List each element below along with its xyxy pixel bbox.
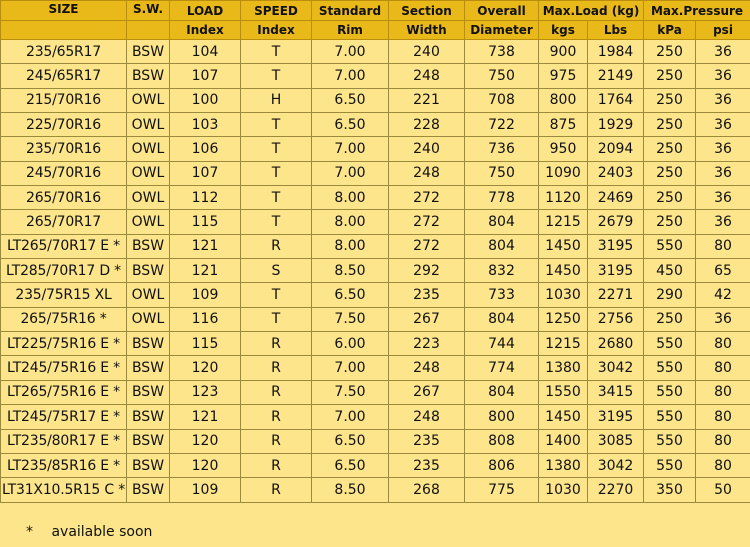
cell-pressure-kpa: 550 xyxy=(644,380,696,404)
cell-section-width: 267 xyxy=(389,380,465,404)
cell-load-lbs: 1929 xyxy=(588,113,644,137)
cell-size: 235/70R16 xyxy=(1,137,127,161)
cell-size: 265/70R16 xyxy=(1,186,127,210)
table-row xyxy=(1,380,750,404)
cell-load-kgs: 800 xyxy=(539,88,588,112)
cell-overall-diameter: 804 xyxy=(465,234,539,258)
table-row xyxy=(1,40,750,64)
cell-rim: 6.50 xyxy=(312,113,389,137)
cell-section-width: 268 xyxy=(389,478,465,502)
cell-size: LT225/75R16 E * xyxy=(1,332,127,356)
cell-section-width: 267 xyxy=(389,307,465,331)
cell-rim: 6.50 xyxy=(312,453,389,477)
cell-speed-index: T xyxy=(241,40,312,64)
cell-rim: 8.00 xyxy=(312,210,389,234)
cell-rim: 6.50 xyxy=(312,429,389,453)
cell-load-index: 109 xyxy=(170,478,241,502)
cell-speed-index: T xyxy=(241,210,312,234)
cell-load-lbs: 3042 xyxy=(588,356,644,380)
cell-load-lbs: 2403 xyxy=(588,161,644,185)
cell-size: 235/75R15 XL xyxy=(1,283,127,307)
cell-pressure-kpa: 250 xyxy=(644,88,696,112)
cell-rim: 6.50 xyxy=(312,283,389,307)
cell-section-width: 240 xyxy=(389,137,465,161)
cell-rim: 8.50 xyxy=(312,259,389,283)
header-speed-index-1: SPEED xyxy=(241,1,312,21)
cell-load-kgs: 950 xyxy=(539,137,588,161)
header-kgs: kgs xyxy=(539,21,588,40)
cell-section-width: 235 xyxy=(389,429,465,453)
cell-load-index: 123 xyxy=(170,380,241,404)
cell-rim: 7.00 xyxy=(312,161,389,185)
cell-load-kgs: 975 xyxy=(539,64,588,88)
cell-overall-diameter: 750 xyxy=(465,161,539,185)
cell-pressure-kpa: 550 xyxy=(644,356,696,380)
cell-speed-index: T xyxy=(241,113,312,137)
cell-overall-diameter: 744 xyxy=(465,332,539,356)
cell-load-kgs: 1250 xyxy=(539,307,588,331)
cell-pressure-psi: 36 xyxy=(696,88,750,112)
cell-section-width: 221 xyxy=(389,88,465,112)
cell-speed-index: T xyxy=(241,137,312,161)
cell-speed-index: T xyxy=(241,161,312,185)
cell-load-kgs: 1215 xyxy=(539,210,588,234)
cell-load-lbs: 2469 xyxy=(588,186,644,210)
header-load-index-2: Index xyxy=(170,21,241,40)
table-row xyxy=(1,332,750,356)
cell-overall-diameter: 736 xyxy=(465,137,539,161)
cell-size: LT235/85R16 E * xyxy=(1,453,127,477)
cell-sw: OWL xyxy=(127,210,170,234)
cell-overall-diameter: 800 xyxy=(465,405,539,429)
table-row xyxy=(1,356,750,380)
cell-speed-index: R xyxy=(241,478,312,502)
cell-load-lbs: 3195 xyxy=(588,234,644,258)
cell-overall-diameter: 804 xyxy=(465,210,539,234)
cell-speed-index: R xyxy=(241,356,312,380)
cell-load-kgs: 1380 xyxy=(539,356,588,380)
table-row xyxy=(1,405,750,429)
cell-load-index: 107 xyxy=(170,64,241,88)
cell-section-width: 248 xyxy=(389,405,465,429)
cell-speed-index: R xyxy=(241,332,312,356)
cell-load-lbs: 2756 xyxy=(588,307,644,331)
cell-sw: BSW xyxy=(127,453,170,477)
cell-load-index: 121 xyxy=(170,405,241,429)
cell-pressure-kpa: 250 xyxy=(644,64,696,88)
footnote-symbol: * xyxy=(26,524,33,540)
header-size: SIZE xyxy=(1,1,127,21)
cell-pressure-psi: 50 xyxy=(696,478,750,502)
cell-sw: BSW xyxy=(127,478,170,502)
cell-pressure-kpa: 250 xyxy=(644,186,696,210)
header-max-load: Max.Load (kg) xyxy=(539,1,644,21)
cell-overall-diameter: 804 xyxy=(465,307,539,331)
table-row xyxy=(1,210,750,234)
table-row xyxy=(1,453,750,477)
cell-section-width: 248 xyxy=(389,64,465,88)
table-row xyxy=(1,307,750,331)
cell-size: LT31X10.5R15 C * xyxy=(1,478,127,502)
cell-load-kgs: 1450 xyxy=(539,259,588,283)
cell-load-index: 104 xyxy=(170,40,241,64)
table-row xyxy=(1,234,750,258)
cell-speed-index: R xyxy=(241,405,312,429)
cell-size: 215/70R16 xyxy=(1,88,127,112)
cell-speed-index: T xyxy=(241,186,312,210)
cell-pressure-kpa: 350 xyxy=(644,478,696,502)
cell-section-width: 272 xyxy=(389,210,465,234)
cell-pressure-kpa: 290 xyxy=(644,283,696,307)
cell-load-lbs: 2679 xyxy=(588,210,644,234)
cell-pressure-kpa: 550 xyxy=(644,332,696,356)
cell-section-width: 240 xyxy=(389,40,465,64)
cell-load-index: 115 xyxy=(170,210,241,234)
header-rim-1: Standard xyxy=(312,1,389,21)
cell-overall-diameter: 804 xyxy=(465,380,539,404)
cell-sw: BSW xyxy=(127,40,170,64)
header-speed-index-2: Index xyxy=(241,21,312,40)
cell-sw: BSW xyxy=(127,259,170,283)
header-kpa: kPa xyxy=(644,21,696,40)
cell-load-kgs: 1215 xyxy=(539,332,588,356)
cell-load-lbs: 3042 xyxy=(588,453,644,477)
cell-load-index: 120 xyxy=(170,429,241,453)
cell-speed-index: S xyxy=(241,259,312,283)
cell-load-kgs: 1450 xyxy=(539,234,588,258)
cell-section-width: 272 xyxy=(389,234,465,258)
cell-load-kgs: 1030 xyxy=(539,283,588,307)
cell-load-kgs: 1380 xyxy=(539,453,588,477)
cell-size: LT265/75R16 E * xyxy=(1,380,127,404)
cell-load-kgs: 1550 xyxy=(539,380,588,404)
cell-load-kgs: 1450 xyxy=(539,405,588,429)
cell-size: LT245/75R17 E * xyxy=(1,405,127,429)
cell-pressure-psi: 80 xyxy=(696,429,750,453)
cell-size: 225/70R16 xyxy=(1,113,127,137)
cell-size: LT235/80R17 E * xyxy=(1,429,127,453)
cell-rim: 7.00 xyxy=(312,64,389,88)
header-max-pressure: Max.Pressure xyxy=(644,1,750,21)
cell-pressure-kpa: 250 xyxy=(644,113,696,137)
header-sw-blank xyxy=(127,21,170,40)
cell-pressure-psi: 36 xyxy=(696,161,750,185)
cell-size: 245/70R16 xyxy=(1,161,127,185)
cell-pressure-kpa: 250 xyxy=(644,40,696,64)
cell-load-index: 107 xyxy=(170,161,241,185)
cell-pressure-kpa: 550 xyxy=(644,234,696,258)
cell-rim: 7.00 xyxy=(312,356,389,380)
cell-pressure-psi: 65 xyxy=(696,259,750,283)
cell-load-lbs: 3085 xyxy=(588,429,644,453)
cell-sw: BSW xyxy=(127,332,170,356)
cell-sw: OWL xyxy=(127,186,170,210)
cell-section-width: 235 xyxy=(389,453,465,477)
cell-pressure-kpa: 550 xyxy=(644,405,696,429)
cell-speed-index: H xyxy=(241,88,312,112)
cell-speed-index: R xyxy=(241,453,312,477)
cell-rim: 8.00 xyxy=(312,234,389,258)
cell-rim: 7.00 xyxy=(312,137,389,161)
cell-load-kgs: 1090 xyxy=(539,161,588,185)
cell-load-kgs: 1120 xyxy=(539,186,588,210)
cell-sw: BSW xyxy=(127,429,170,453)
cell-speed-index: R xyxy=(241,234,312,258)
cell-size: LT265/70R17 E * xyxy=(1,234,127,258)
cell-overall-diameter: 774 xyxy=(465,356,539,380)
header-load-index-1: LOAD xyxy=(170,1,241,21)
cell-load-index: 112 xyxy=(170,186,241,210)
cell-load-kgs: 900 xyxy=(539,40,588,64)
cell-section-width: 235 xyxy=(389,283,465,307)
cell-size: 265/75R16 * xyxy=(1,307,127,331)
cell-size: LT245/75R16 E * xyxy=(1,356,127,380)
cell-speed-index: T xyxy=(241,283,312,307)
cell-load-lbs: 2680 xyxy=(588,332,644,356)
header-width-2: Width xyxy=(389,21,465,40)
cell-overall-diameter: 733 xyxy=(465,283,539,307)
cell-sw: OWL xyxy=(127,283,170,307)
header-size-blank xyxy=(1,21,127,40)
cell-sw: OWL xyxy=(127,161,170,185)
cell-overall-diameter: 806 xyxy=(465,453,539,477)
cell-pressure-kpa: 250 xyxy=(644,307,696,331)
cell-load-index: 121 xyxy=(170,234,241,258)
cell-sw: BSW xyxy=(127,64,170,88)
cell-pressure-psi: 36 xyxy=(696,307,750,331)
cell-overall-diameter: 750 xyxy=(465,64,539,88)
cell-speed-index: R xyxy=(241,429,312,453)
cell-rim: 8.00 xyxy=(312,186,389,210)
cell-sw: OWL xyxy=(127,88,170,112)
cell-load-lbs: 3415 xyxy=(588,380,644,404)
cell-pressure-psi: 80 xyxy=(696,332,750,356)
header-lbs: Lbs xyxy=(588,21,644,40)
cell-load-index: 106 xyxy=(170,137,241,161)
cell-load-index: 100 xyxy=(170,88,241,112)
cell-overall-diameter: 722 xyxy=(465,113,539,137)
cell-pressure-kpa: 450 xyxy=(644,259,696,283)
cell-load-kgs: 1030 xyxy=(539,478,588,502)
cell-pressure-kpa: 250 xyxy=(644,161,696,185)
cell-section-width: 228 xyxy=(389,113,465,137)
cell-rim: 6.50 xyxy=(312,88,389,112)
cell-overall-diameter: 778 xyxy=(465,186,539,210)
cell-rim: 7.00 xyxy=(312,405,389,429)
footnote-text: available soon xyxy=(51,524,153,540)
cell-load-lbs: 2149 xyxy=(588,64,644,88)
header-psi: psi xyxy=(696,21,750,40)
cell-pressure-psi: 36 xyxy=(696,137,750,161)
table-row xyxy=(1,186,750,210)
cell-sw: BSW xyxy=(127,405,170,429)
cell-pressure-kpa: 250 xyxy=(644,210,696,234)
table-header xyxy=(1,1,750,40)
cell-pressure-psi: 36 xyxy=(696,210,750,234)
table-row xyxy=(1,137,750,161)
cell-sw: BSW xyxy=(127,234,170,258)
cell-speed-index: T xyxy=(241,64,312,88)
header-width-1: Section xyxy=(389,1,465,21)
cell-rim: 7.00 xyxy=(312,40,389,64)
cell-sw: OWL xyxy=(127,307,170,331)
cell-load-index: 121 xyxy=(170,259,241,283)
table-row xyxy=(1,113,750,137)
cell-section-width: 223 xyxy=(389,332,465,356)
cell-overall-diameter: 708 xyxy=(465,88,539,112)
cell-pressure-psi: 36 xyxy=(696,113,750,137)
cell-overall-diameter: 832 xyxy=(465,259,539,283)
header-diameter-1: Overall xyxy=(465,1,539,21)
cell-overall-diameter: 775 xyxy=(465,478,539,502)
table-row xyxy=(1,478,750,502)
cell-pressure-psi: 80 xyxy=(696,380,750,404)
cell-pressure-kpa: 550 xyxy=(644,453,696,477)
header-diameter-2: Diameter xyxy=(465,21,539,40)
cell-section-width: 292 xyxy=(389,259,465,283)
cell-overall-diameter: 808 xyxy=(465,429,539,453)
header-sw: S.W. xyxy=(127,1,170,21)
cell-load-lbs: 1764 xyxy=(588,88,644,112)
cell-load-lbs: 3195 xyxy=(588,259,644,283)
cell-load-index: 109 xyxy=(170,283,241,307)
cell-section-width: 248 xyxy=(389,161,465,185)
cell-section-width: 248 xyxy=(389,356,465,380)
cell-load-lbs: 1984 xyxy=(588,40,644,64)
cell-sw: OWL xyxy=(127,113,170,137)
cell-sw: BSW xyxy=(127,380,170,404)
table-row xyxy=(1,88,750,112)
table-row xyxy=(1,161,750,185)
cell-load-lbs: 2270 xyxy=(588,478,644,502)
cell-pressure-psi: 80 xyxy=(696,234,750,258)
table-row xyxy=(1,259,750,283)
cell-load-index: 115 xyxy=(170,332,241,356)
cell-size: 235/65R17 xyxy=(1,40,127,64)
cell-rim: 7.50 xyxy=(312,380,389,404)
cell-sw: BSW xyxy=(127,356,170,380)
cell-load-index: 103 xyxy=(170,113,241,137)
cell-pressure-psi: 80 xyxy=(696,405,750,429)
cell-rim: 6.00 xyxy=(312,332,389,356)
cell-load-index: 120 xyxy=(170,356,241,380)
cell-size: 265/70R17 xyxy=(1,210,127,234)
cell-rim: 8.50 xyxy=(312,478,389,502)
cell-load-lbs: 3195 xyxy=(588,405,644,429)
cell-load-lbs: 2094 xyxy=(588,137,644,161)
cell-size: 245/65R17 xyxy=(1,64,127,88)
cell-load-kgs: 1400 xyxy=(539,429,588,453)
cell-pressure-psi: 80 xyxy=(696,356,750,380)
cell-sw: OWL xyxy=(127,137,170,161)
cell-overall-diameter: 738 xyxy=(465,40,539,64)
table-row xyxy=(1,283,750,307)
cell-rim: 7.50 xyxy=(312,307,389,331)
footnote xyxy=(26,524,152,540)
cell-pressure-psi: 36 xyxy=(696,186,750,210)
cell-section-width: 272 xyxy=(389,186,465,210)
cell-pressure-psi: 80 xyxy=(696,453,750,477)
table-row xyxy=(1,429,750,453)
cell-pressure-kpa: 250 xyxy=(644,137,696,161)
cell-pressure-psi: 36 xyxy=(696,40,750,64)
cell-speed-index: R xyxy=(241,380,312,404)
cell-pressure-kpa: 550 xyxy=(644,429,696,453)
cell-load-lbs: 2271 xyxy=(588,283,644,307)
table-body xyxy=(1,40,750,503)
cell-size: LT285/70R17 D * xyxy=(1,259,127,283)
cell-load-index: 116 xyxy=(170,307,241,331)
table-row xyxy=(1,64,750,88)
cell-load-index: 120 xyxy=(170,453,241,477)
cell-pressure-psi: 42 xyxy=(696,283,750,307)
header-rim-2: Rim xyxy=(312,21,389,40)
cell-speed-index: T xyxy=(241,307,312,331)
cell-load-kgs: 875 xyxy=(539,113,588,137)
cell-pressure-psi: 36 xyxy=(696,64,750,88)
